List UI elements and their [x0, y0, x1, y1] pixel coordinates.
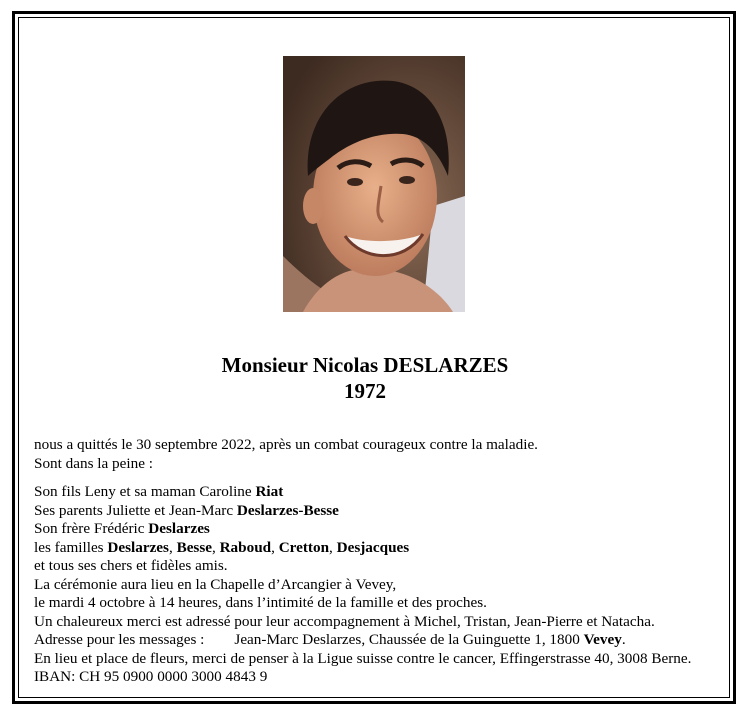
portrait-photo [283, 56, 465, 312]
birth-year: 1972 [344, 379, 386, 403]
ceremony-line: le mardi 4 octobre à 14 heures, dans l’intimité de la famille et des proches. [34, 594, 487, 611]
family-line-brother: Son frère Frédéric Deslarzes [34, 520, 210, 537]
donation-line: En lieu et place de fleurs, merci de penser à la Ligue suisse contre le cancer, Effingerstrasse 40, 3008 Berne. [34, 649, 692, 667]
iban-line: IBAN: CH 95 0900 0000 3000 4843 9 [34, 668, 268, 685]
ceremony-line: La cérémonie aura lieu en la Chapelle d’Arcangier à Vevey, [34, 575, 397, 593]
family-paragraph [34, 483, 734, 687]
intro-line: nous a quittés le 30 septembre 2022, après un combat courageux contre la maladie. [34, 436, 538, 453]
family-line-son: Son fils Leny et sa maman Caroline Riat [34, 483, 284, 500]
deceased-name: Monsieur Nicolas DESLARZES [221, 353, 509, 377]
family-line-parents: Ses parents Juliette et Jean-Marc Deslarzes-Besse [34, 501, 339, 519]
family-line-families: les familles Deslarzes, Besse, Raboud, Cretton, Desjacques [34, 538, 410, 556]
thanks-line: Un chaleureux merci est adressé pour leur accompagnement à Michel, Tristan, Jean-Pierre et Natacha. [34, 612, 655, 630]
intro-line: Sont dans la peine : [34, 454, 153, 472]
intro-paragraph [34, 436, 734, 473]
address-line: Adresse pour les messages : Jean-Marc Deslarzes, Chaussée de la Guinguette 1, 1800 Vevey. [34, 631, 626, 648]
family-line-friends: et tous ses chers et fidèles amis. [34, 557, 228, 574]
